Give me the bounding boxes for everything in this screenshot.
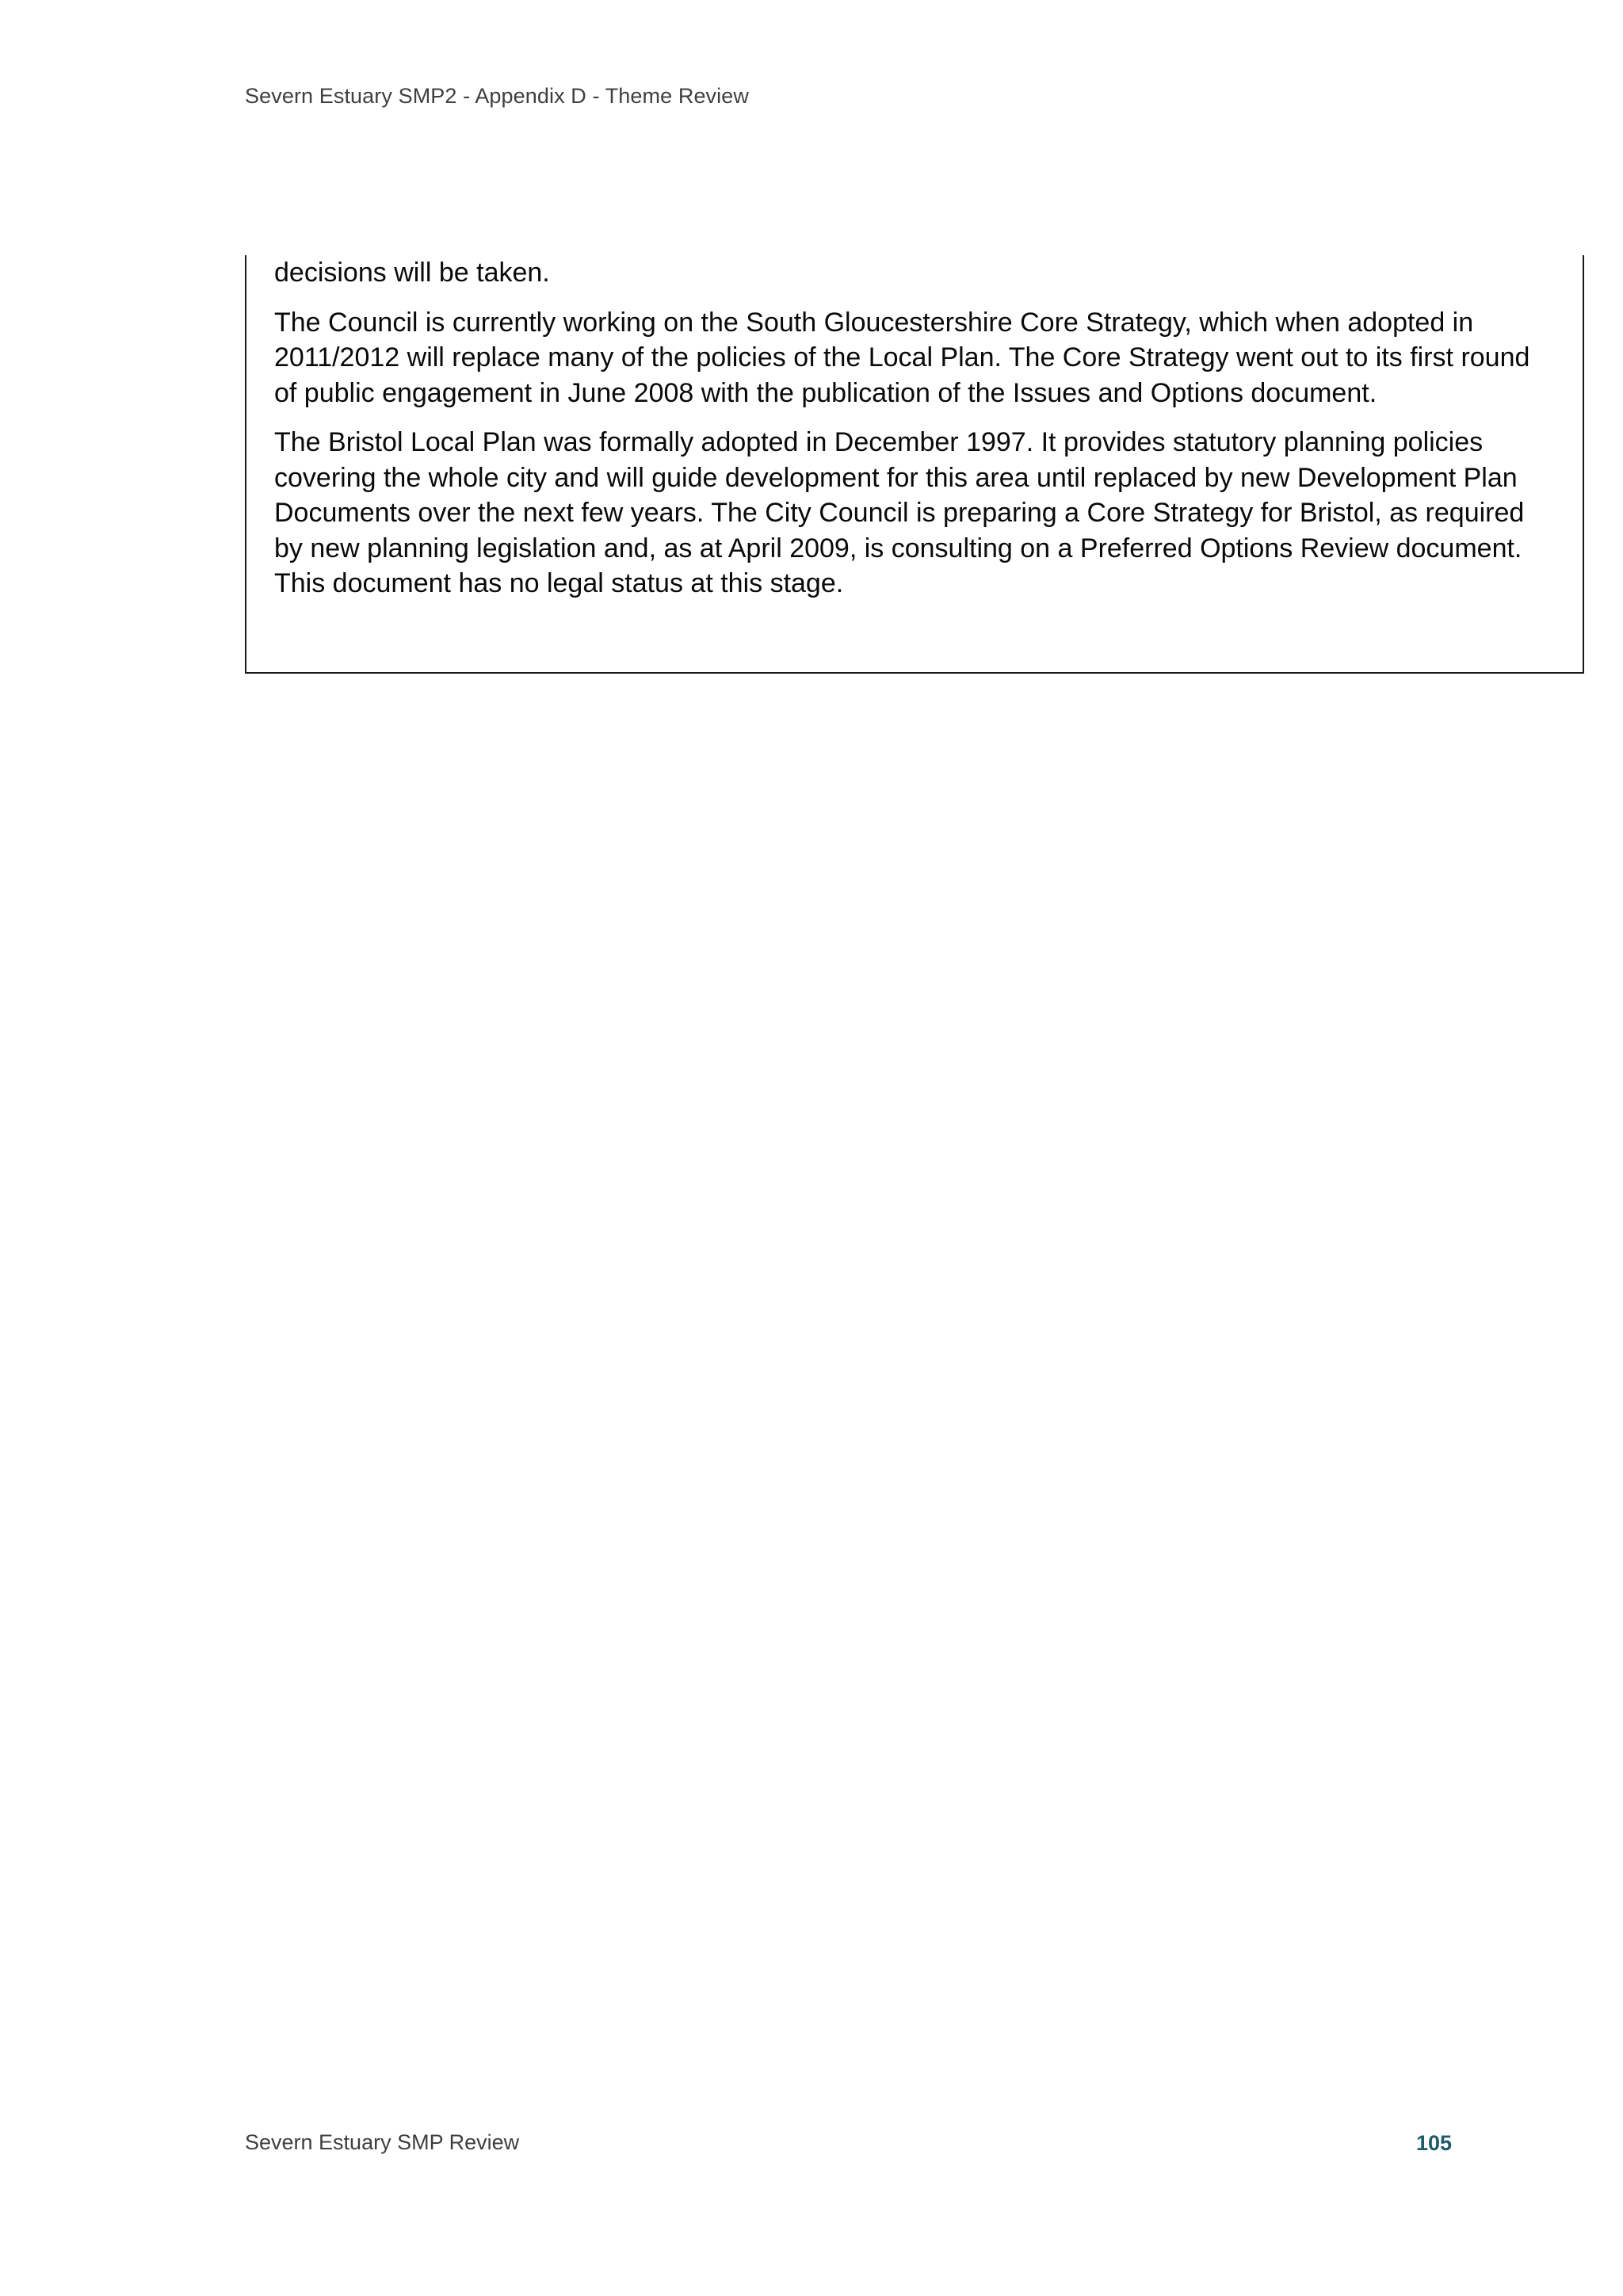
paragraph-bristol-local-plan: The Bristol Local Plan was formally adopted in December 1997. It provides statutory planning policies covering the whole city and will guide development for this area until replaced by new Development Plan Documents over the next few years. The City Council is preparing a Core Strategy for Bristol, as required by new planning legislation and, as at April 2009, is consulting on a Preferred Options Review document. This document has no legal status at this stage. [274, 427, 1525, 598]
running-header: Severn Estuary SMP2 - Appendix D - Theme Review [245, 84, 749, 108]
running-footer: Severn Estuary SMP Review [245, 2130, 520, 2154]
paragraph-continuation: decisions will be taken. [274, 258, 550, 288]
text-box [245, 255, 1584, 674]
page-number: 105 [1416, 2131, 1453, 2155]
paragraph-core-strategy: The Council is currently working on the South Gloucestershire Core Strategy, which when adopted in 2011/2012 will replace many of the policies of the Local Plan. The Core Strategy went out to its first round of public engagement in June 2008 with the publication of the Issues and Options document. [274, 307, 1530, 408]
